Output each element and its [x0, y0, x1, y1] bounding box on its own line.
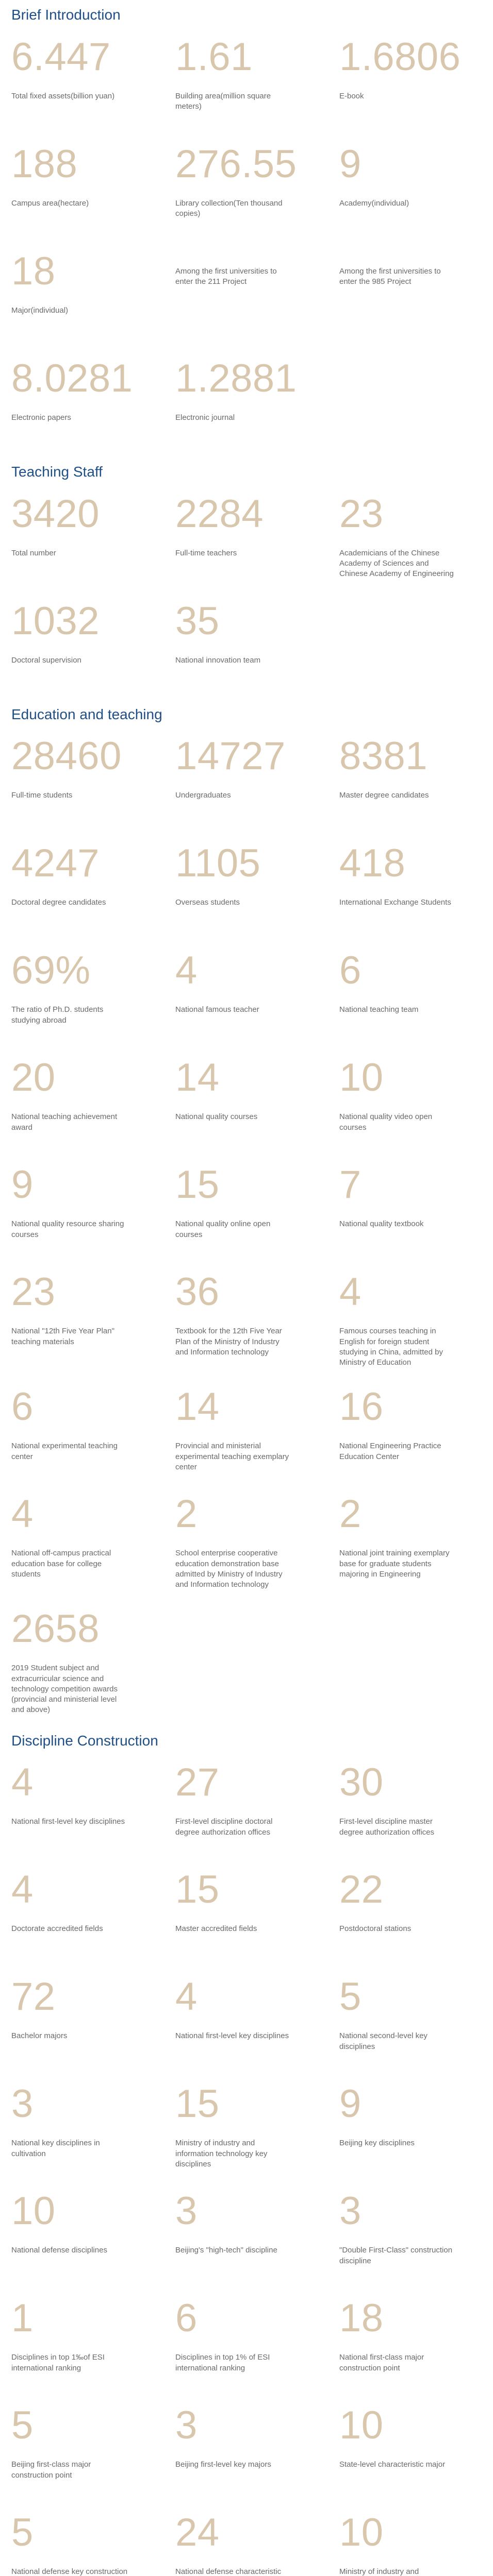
stat-card	[11, 1387, 154, 1475]
stat-card	[339, 2189, 482, 2279]
stat-label: Total number	[11, 548, 56, 557]
stat-label: Disciplines in top 1‰of ESI international ranking	[11, 2353, 105, 2372]
stat-value: 5	[339, 1975, 361, 2019]
stat-label: First-level discipline master degree authorization offices	[339, 1817, 435, 1837]
stat-label: National first-class major construction point	[339, 2353, 424, 2372]
stat-label: National first-level key disciplines	[175, 2031, 289, 2041]
stat-label: Campus area(hectare)	[11, 198, 89, 208]
stat-card	[339, 492, 482, 582]
stat-value: 15	[175, 1868, 220, 1912]
stat-label: National quality online open courses	[175, 1219, 271, 1239]
stat-label: National "12th Five Year Plan" teaching materials	[11, 1327, 114, 1346]
stat-label: Building area(million square meters)	[175, 91, 271, 111]
stat-label: Major(individual)	[11, 306, 69, 315]
stat-value: 4	[175, 1975, 198, 2019]
stat-card	[175, 2513, 318, 2576]
stat-card	[339, 35, 482, 125]
stat-card	[175, 1058, 318, 1146]
stat-value: 3420	[11, 492, 100, 536]
stat-value: 5	[11, 2511, 34, 2555]
stat-label: National experimental teaching center	[11, 1442, 118, 1461]
stat-value: 18	[339, 2296, 384, 2341]
stat-label: National defense characteristic	[175, 2567, 282, 2576]
stat-value: 72	[11, 1975, 56, 2019]
stat-card	[339, 1165, 482, 1253]
stat-card	[339, 142, 482, 232]
stat-value: 10	[339, 2511, 384, 2555]
stat-value: 3	[11, 2082, 34, 2126]
stat-value: 2	[339, 1492, 361, 1536]
stat-card	[11, 1870, 154, 1958]
stat-value: 14	[175, 1385, 220, 1429]
stat-card	[175, 1165, 318, 1253]
stat-label: International Exchange Students	[339, 898, 451, 907]
section-title: Education and teaching	[11, 706, 162, 722]
stats-grid	[11, 492, 482, 689]
stat-card	[339, 1977, 482, 2065]
stat-label: National quality textbook	[339, 1219, 424, 1229]
stat-label: National first-level key disciplines	[11, 1817, 125, 1826]
stat-value: 6.447	[11, 35, 111, 79]
stat-value: 1.2881	[175, 356, 297, 400]
stat-value: 5	[11, 2403, 34, 2448]
stat-value: 3	[175, 2189, 198, 2233]
stat-card	[175, 356, 318, 447]
stat-card	[11, 1270, 154, 1368]
stat-card	[175, 734, 318, 824]
stat-value: 4	[11, 1760, 34, 1805]
stat-value: 2	[175, 1492, 198, 1536]
stat-label: Electronic journal	[175, 413, 235, 422]
stat-card	[175, 142, 318, 232]
stat-label: School enterprise cooperative education demonstration base admitted by Ministry of Industry and Information technology	[175, 1549, 283, 1589]
stat-card	[11, 142, 154, 232]
stat-value: 10	[11, 2189, 56, 2233]
stat-value: 4247	[11, 841, 100, 886]
stat-card	[175, 1760, 318, 1851]
stat-label: National teaching team	[339, 1005, 419, 1014]
section-title: Teaching Staff	[11, 463, 103, 480]
stat-label: Doctoral supervision	[11, 655, 81, 665]
stat-card	[339, 1058, 482, 1146]
stat-card	[11, 1760, 154, 1851]
stat-card	[11, 356, 154, 447]
stat-value: 1105	[175, 841, 261, 886]
stat-label: Ministry of industry and information technology key disciplines	[175, 2139, 268, 2168]
stat-card	[175, 599, 318, 689]
stat-value: 14727	[175, 734, 286, 778]
stat-label: Library collection(Ten thousand copies)	[175, 198, 283, 218]
stat-label: Academy(individual)	[339, 198, 409, 208]
stat-label: Academicians of the Chinese Academy of Sciences and Chinese Academy of Engineering	[339, 548, 454, 579]
stat-value: 9	[339, 142, 361, 186]
stat-value: 15	[175, 1163, 220, 1207]
stat-card	[11, 841, 154, 931]
stat-label: Full-time teachers	[175, 548, 237, 557]
stat-card	[175, 1270, 318, 1368]
stat-value: 1.61	[175, 35, 253, 79]
stat-value: 4	[175, 948, 198, 993]
stat-value: 27	[175, 1760, 220, 1805]
stat-value: 2284	[175, 492, 264, 536]
stat-value: 28460	[11, 734, 122, 778]
stat-card	[339, 1492, 482, 1590]
stat-value: 6	[175, 2296, 198, 2341]
stat-value: 10	[339, 2403, 384, 2448]
stat-value: 6	[339, 948, 361, 993]
stat-card	[339, 2513, 482, 2576]
stat-value: 7	[339, 1163, 361, 1207]
stat-card	[11, 249, 154, 340]
stat-label: Among the first universities to enter the 985 Project	[339, 266, 441, 286]
stat-card	[175, 2403, 318, 2494]
stats-grid	[11, 734, 482, 1715]
stat-value: 18	[11, 249, 56, 293]
stat-card	[11, 2296, 154, 2386]
stat-label: National quality courses	[175, 1112, 258, 1122]
stat-label: Postdoctoral stations	[339, 1924, 412, 1934]
stat-label: Undergraduates	[175, 791, 231, 800]
stat-label: Electronic papers	[11, 413, 71, 422]
stat-card	[339, 734, 482, 824]
stat-value: 4	[11, 1868, 34, 1912]
stat-label: Beijing first-level key majors	[175, 2460, 271, 2469]
stat-label: Ministry of industry and	[339, 2567, 419, 2576]
stat-label: Doctoral degree candidates	[11, 898, 106, 907]
stat-card	[11, 2403, 154, 2494]
stat-card	[11, 1058, 154, 1146]
stat-label: Beijing first-class major construction point	[11, 2460, 91, 2480]
stat-card	[339, 2403, 482, 2494]
stat-label: Doctorate accredited fields	[11, 1924, 103, 1934]
stat-card	[339, 1387, 482, 1475]
section-title: Discipline Construction	[11, 1732, 158, 1749]
stat-label: First-level discipline doctoral degree authorization offices	[175, 1817, 273, 1837]
stat-value: 8381	[339, 734, 428, 778]
stat-value: 9	[339, 2082, 361, 2126]
stat-label: Disciplines in top 1% of ESI international ranking	[175, 2353, 270, 2372]
stat-label: Full-time students	[11, 791, 73, 800]
stat-label: Overseas students	[175, 898, 240, 907]
stat-card	[175, 35, 318, 125]
stat-card	[175, 492, 318, 582]
brief-introduction-section	[11, 7, 482, 447]
stat-label: 2019 Student subject and extracurricular science and technology competition awards (provincial and ministerial level and above)	[11, 1664, 118, 1715]
stat-label: National second-level key disciplines	[339, 2031, 428, 2051]
stat-card	[175, 2084, 318, 2172]
stat-label: National defense disciplines	[11, 2246, 107, 2255]
stat-value: 1032	[11, 599, 100, 643]
stats-grid	[11, 35, 482, 447]
stat-label: "Double First-Class" construction discipline	[339, 2246, 453, 2265]
stat-value: 1.6806	[339, 35, 461, 79]
stat-card	[11, 1977, 154, 2065]
teaching-staff-section	[11, 464, 482, 689]
stat-value: 69%	[11, 948, 91, 993]
stat-value: 20	[11, 1056, 56, 1100]
stat-card	[339, 2084, 482, 2172]
stat-label: The ratio of Ph.D. students studying abroad	[11, 1005, 104, 1025]
stat-card	[11, 2513, 154, 2576]
stat-label: National Engineering Practice Education Center	[339, 1442, 441, 1461]
stats-grid	[11, 1760, 482, 2576]
stat-label: Master accredited fields	[175, 1924, 257, 1934]
stat-value: 23	[339, 492, 384, 536]
stat-card	[175, 252, 318, 340]
stat-label: National key disciplines in cultivation	[11, 2139, 100, 2158]
stat-label: Famous courses teaching in English for foreign student studying in China, admitted by Ministry of Education	[339, 1327, 443, 1367]
stat-value: 16	[339, 1385, 384, 1429]
stat-value: 9	[11, 1163, 34, 1207]
stat-value: 8.0281	[11, 356, 133, 400]
stat-card	[11, 492, 154, 582]
discipline-construction-section	[11, 1733, 482, 2576]
stat-label: Total fixed assets(billion yuan)	[11, 91, 115, 100]
stat-label: National innovation team	[175, 655, 261, 665]
stat-card	[11, 2189, 154, 2279]
stat-card	[175, 948, 318, 1039]
stat-card	[339, 1870, 482, 1958]
stat-card	[11, 948, 154, 1039]
stat-card	[175, 841, 318, 931]
stat-card	[175, 1387, 318, 1475]
education-and-teaching-section	[11, 707, 482, 1716]
stat-value: 276.55	[175, 142, 297, 186]
stat-card	[11, 1609, 154, 1715]
stat-label: Among the first universities to enter the 211 Project	[175, 266, 277, 286]
stat-value: 30	[339, 1760, 384, 1805]
stat-value: 6	[11, 1385, 34, 1429]
stat-value: 23	[11, 1270, 56, 1314]
stat-card	[339, 841, 482, 931]
stat-label: Provincial and ministerial experimental teaching exemplary center	[175, 1442, 289, 1471]
stat-label: National famous teacher	[175, 1005, 259, 1014]
stat-label: Beijing's "high-tech" discipline	[175, 2246, 277, 2255]
stat-value: 4	[339, 1270, 361, 1314]
stat-label: E-book	[339, 91, 364, 100]
stat-value: 15	[175, 2082, 220, 2126]
stat-card	[11, 599, 154, 689]
stat-card	[11, 1165, 154, 1253]
stat-value: 188	[11, 142, 78, 186]
stat-label: National quality video open courses	[339, 1112, 433, 1132]
stat-value: 3	[339, 2189, 361, 2233]
stat-card	[339, 2296, 482, 2386]
stat-card	[175, 1870, 318, 1958]
stat-value: 1	[11, 2296, 34, 2341]
stat-value: 22	[339, 1868, 384, 1912]
stat-value: 36	[175, 1270, 220, 1314]
section-title: Brief Introduction	[11, 7, 121, 23]
stat-label: National joint training exemplary base for graduate students majoring in Engineering	[339, 1549, 450, 1579]
stat-card	[339, 252, 482, 340]
stat-label: National quality resource sharing courses	[11, 1219, 124, 1239]
stat-value: 3	[175, 2403, 198, 2448]
stat-label: Beijing key disciplines	[339, 2139, 415, 2148]
stat-card	[11, 35, 154, 125]
stat-value: 4	[11, 1492, 34, 1536]
stat-label: National defense key construction	[11, 2567, 128, 2576]
stat-card	[339, 1270, 482, 1368]
stat-card	[175, 2189, 318, 2279]
stat-card	[175, 1977, 318, 2065]
stat-label: Textbook for the 12th Five Year Plan of the Ministry of Industry and Information technology	[175, 1327, 282, 1357]
stat-label: State-level characteristic major	[339, 2460, 446, 2469]
stat-label: National teaching achievement award	[11, 1112, 118, 1132]
stat-card	[339, 948, 482, 1039]
stat-value: 14	[175, 1056, 220, 1100]
stat-value: 10	[339, 1056, 384, 1100]
stat-value: 35	[175, 599, 220, 643]
stat-card	[339, 1760, 482, 1851]
stat-card	[11, 2084, 154, 2172]
stat-label: Bachelor majors	[11, 2031, 68, 2041]
stat-card	[11, 734, 154, 824]
stat-value: 418	[339, 841, 406, 886]
stat-card	[175, 1492, 318, 1590]
stat-value: 2658	[11, 1607, 100, 1651]
stat-label: National off-campus practical education base for college students	[11, 1549, 111, 1579]
stat-card	[11, 1492, 154, 1590]
stat-label: Master degree candidates	[339, 791, 429, 800]
stat-value: 24	[175, 2511, 220, 2555]
stat-card	[175, 2296, 318, 2386]
